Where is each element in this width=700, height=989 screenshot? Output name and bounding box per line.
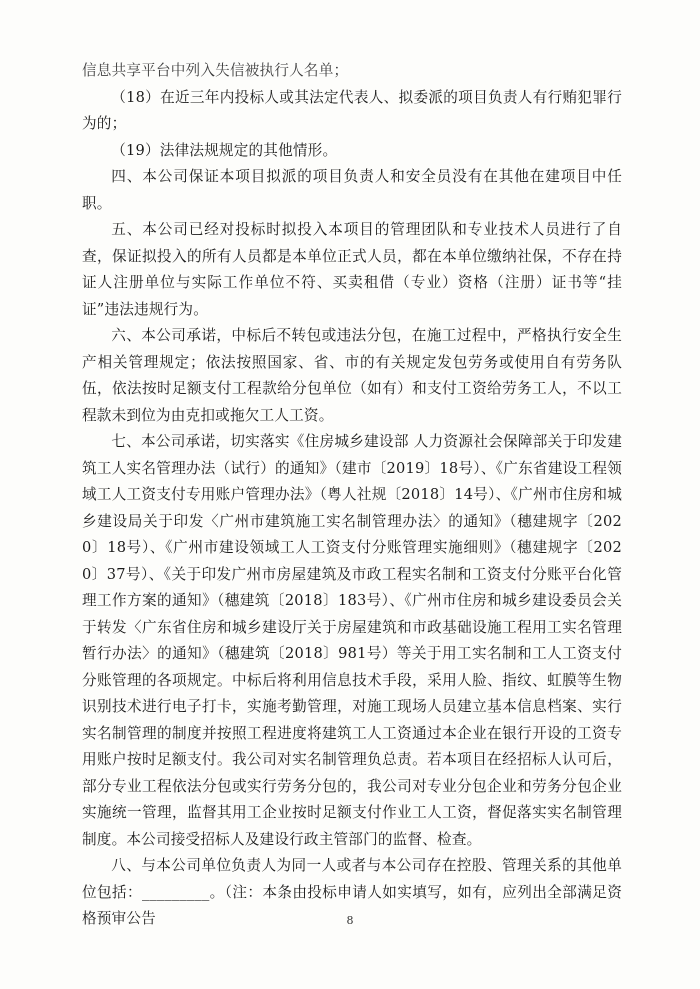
- paragraph-continuation: 信息共享平台中列入失信被执行人名单；: [82, 62, 349, 79]
- paragraph-section-4: 四、本公司保证本项目拟派的项目负责人和安全员没有在其他在建项目中任职。: [82, 168, 622, 212]
- page-number: 8: [346, 914, 354, 927]
- paragraph-item-18: （18）在近三年内投标人或其法定代表人、拟委派的项目负责人有行贿犯罪行为的；: [82, 88, 622, 132]
- paragraph-section-7: 七、本公司承诺，切实落实《住房城乡建设部 人力资源社会保障部关于印发建筑工人实名管理办法（试行）的通知》（建市〔2019〕18号）、《广东省建设工程领域工人工资支付专用账户管理办法》（粤人社规〔2018〕14号）、《广州市住房和城乡建设局关于印发〈广州市建筑施工实名制管理办法〉的通知》（穗建规字〔2020〕18号）、《广州市建设领域工人工资支付分账管理实施细则》（穗建规字〔2020〕37号）、《关于印发广州市房屋建筑及市政工程实名制和工资支付分账平台化管理工作方案的通知》（穗建筑〔2018〕183号）、《广州市住房和城乡建设委员会关于转发〈广东省住房和城乡建设厅关于房屋建筑和市政基础设施工程用工实名管理暂行办法〉的通知》（穗建筑〔2018〕981号）等关于用工实名制和工人工资支付分账管理的各项规定。中标后将利用信息技术手段，采用人脸、指纹、虹膜等生物识别技术进行电子打卡，实施考勤管理，对施工现场人员建立基本信息档案、实行实名制管理的制度并按照工程进度将建筑工人工资通过本企业在银行开设的工资专用账户按时足额支付。我公司对实名制管理负总责。若本项目在经招标人认可后，部分专业工程依法分包或实行劳务分包的，我公司对专业分包企业和劳务分包企业实施统一管理，监督其用工企业按时足额支付作业工人工资，督促落实实名制管理制度。本公司接受招标人及建设行政主管部门的监督、检查。: [82, 433, 622, 848]
- paragraph-item-19: （19）法律法规规定的其他情形。: [111, 141, 338, 159]
- paragraph-section-5: 五、本公司已经对投标时拟投入本项目的管理团队和专业技术人员进行了自查，保证拟投入的所有人员都是本单位正式人员，都在本单位缴纳社保，不存在持证人注册单位与实际工作单位不符、买卖租借（专业）资格（注册）证书等“挂证”违法违规行为。: [82, 221, 622, 318]
- paragraph-section-6: 六、本公司承诺，中标后不转包或违法分包，在施工过程中，严格执行安全生产相关管理规定；依法按照国家、省、市的有关规定发包劳务或使用自有劳务队伍，依法按时足额支付工程款给分包单位（如有）和支付工资给劳务工人，不以工程款未到位为由克扣或拖欠工人工资。: [82, 327, 622, 424]
- document-body: [82, 62, 622, 933]
- paragraph-section-8: 八、与本公司单位负责人为同一人或者与本公司存在控股、管理关系的其他单位包括：_________。（注：本条由投标申请人如实填写，如有，应列出全部满足资格预审公告: [82, 857, 622, 927]
